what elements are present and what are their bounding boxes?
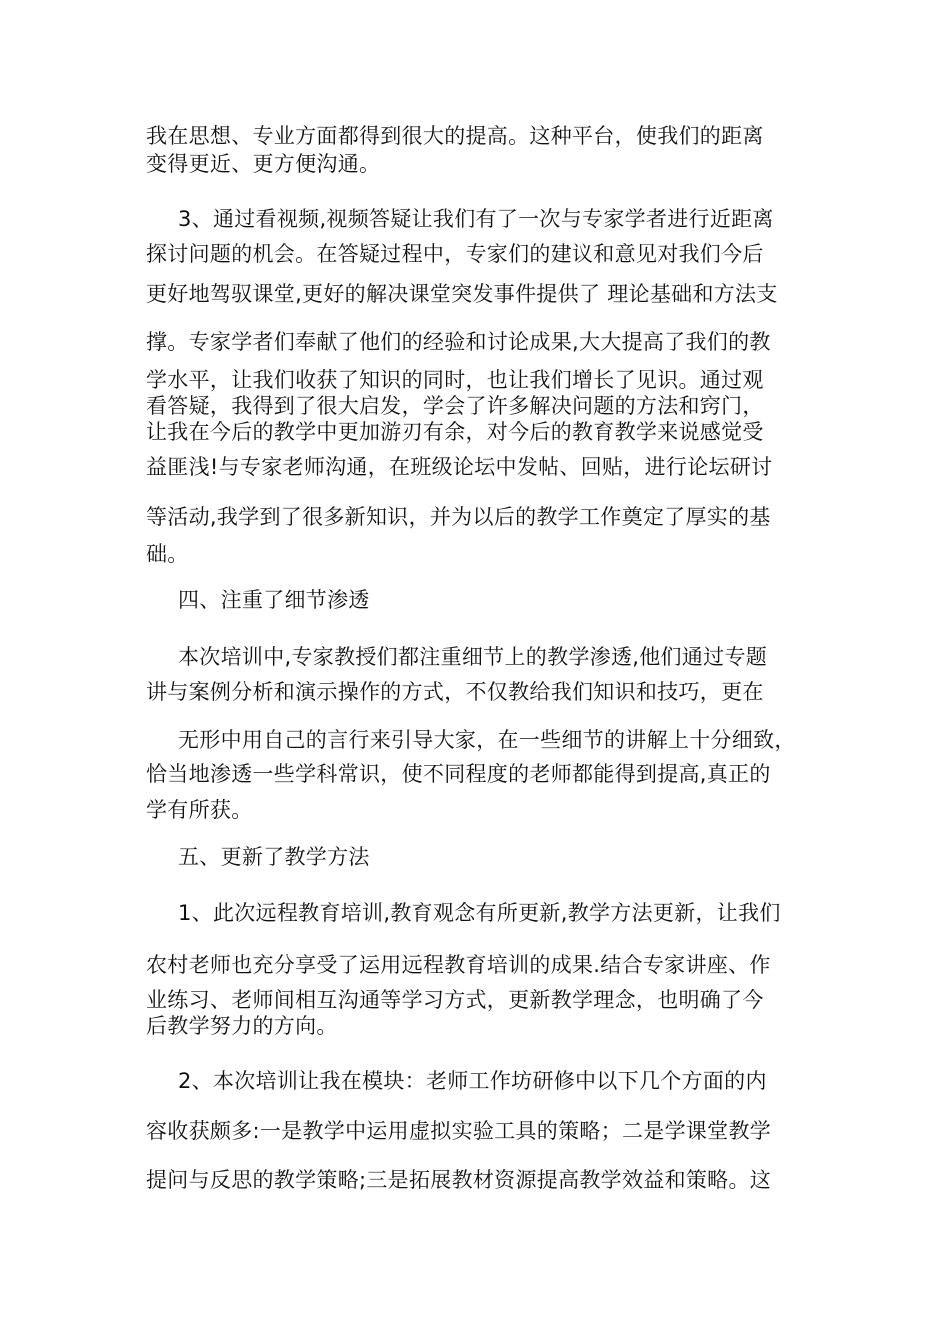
section-5-item-1-line-1: 1、此次远程教育培训,教育观念有所更新,教学方法更新，让我们	[178, 901, 781, 925]
section-4-line-2: 讲与案例分析和演示操作的方式，不仅教给我们知识和技巧，更在	[146, 680, 764, 704]
paragraph-3-line-4: 撑。专家学者们奉献了他们的经验和讨论成果,大大提高了我们的教	[146, 330, 771, 354]
section-heading-5: 五、更新了教学方法	[178, 845, 370, 869]
paragraph-3-line-6: 看答疑，我得到了很大启发，学会了许多解决问题的方法和窍门，	[146, 394, 764, 418]
section-4-line-1: 本次培训中,专家教授们都注重细节上的教学渗透,他们通过专题	[178, 645, 768, 669]
section-4-line-5: 学有所获。	[146, 798, 253, 822]
text-line-2: 变得更近、更方便沟通。	[146, 152, 381, 176]
paragraph-3-line-7: 让我在今后的教学中更加游刃有余，对今后的教育教学来说感觉受	[146, 420, 764, 444]
section-4-line-4: 恰当地渗透一些学科常识，使不同程度的老师都能得到提高,真正的	[146, 762, 771, 786]
section-5-item-2-line-3: 提问与反思的教学策略;三是拓展教材资源提高教学效益和策略。这	[146, 1168, 772, 1192]
section-5-item-1-line-3: 业练习、老师间相互沟通等学习方式，更新教学理念，也明确了今	[146, 988, 764, 1012]
paragraph-3-line-3: 更好地驾驭课堂,更好的解决课堂突发事件提供了 理论基础和方法支	[146, 282, 778, 306]
paragraph-3-line-2: 探讨问题的机会。在答疑过程中，专家们的建议和意见对我们今后	[146, 242, 764, 266]
paragraph-3-line-10: 础。	[146, 542, 189, 566]
section-heading-4: 四、注重了细节渗透	[178, 588, 370, 612]
paragraph-3-line-8: 益匪浅!与专家老师沟通，在班级论坛中发帖、回贴，进行论坛研讨	[146, 455, 773, 479]
paragraph-3-line-9: 等活动,我学到了很多新知识，并为以后的教学工作奠定了厚实的基	[146, 505, 771, 529]
paragraph-3-line-1: 3、通过看视频,视频答疑让我们有了一次与专家学者进行近距离	[178, 207, 774, 231]
text-line-1: 我在思想、专业方面都得到很大的提高。这种平台，使我们的距离	[146, 124, 764, 148]
section-5-item-1-line-2: 农村老师也充分享受了运用远程教育培训的成果.结合专家讲座、作	[146, 953, 771, 977]
section-4-line-3: 无形中用自己的言行来引导大家，在一些细节的讲解上十分细致，	[178, 728, 796, 752]
paragraph-3-line-5: 学水平，让我们收获了知识的同时，也让我们增长了见识。通过观	[146, 368, 764, 392]
section-5-item-2-line-2: 容收获颇多:一是教学中运用虚拟实验工具的策略；二是学课堂教学	[146, 1119, 772, 1143]
section-5-item-1-line-4: 后教学努力的方向。	[146, 1014, 338, 1038]
section-5-item-2-line-1: 2、本次培训让我在模块：老师工作坊研修中以下几个方面的内	[178, 1069, 767, 1093]
